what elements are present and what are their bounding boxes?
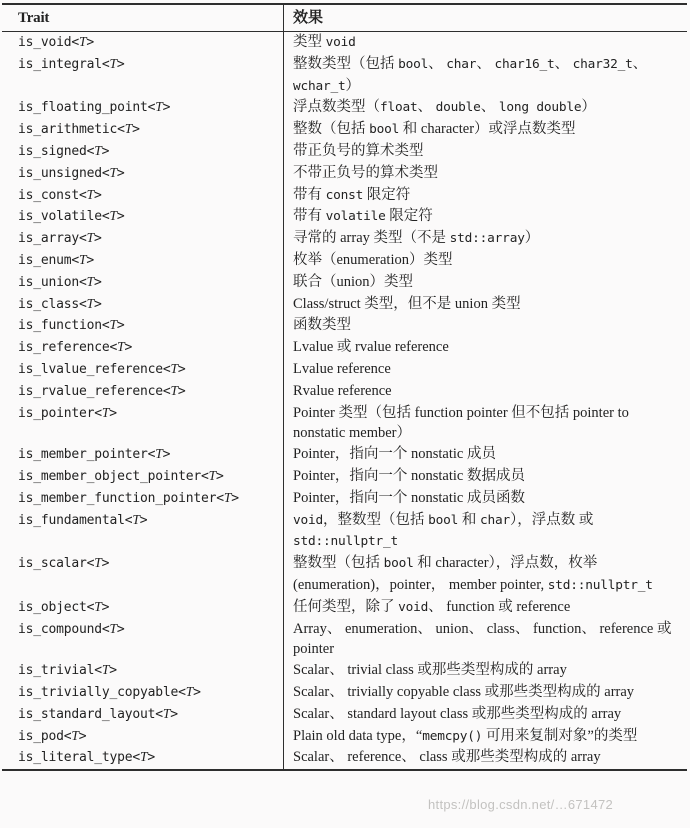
effect-text: ）: [345, 77, 361, 94]
trait-cell: is_void<T>: [18, 34, 94, 50]
table-row: [2, 228, 687, 250]
effect-cell: [283, 163, 687, 185]
effect-code-text: volatile: [325, 209, 386, 225]
trait-cell: is_scalar<T>: [18, 555, 110, 572]
trait-cell: is_pod<T>: [18, 727, 87, 744]
effect-code-text: memcpy(): [422, 728, 483, 744]
effect-text: Scalar、 trivial class 或那些类型构成的 array: [293, 662, 567, 679]
effect-cell: [283, 403, 687, 445]
effect-text: Scalar、 reference、 class 或那些类型构成的 array: [293, 749, 601, 766]
table-row: [2, 141, 687, 163]
table-row: [2, 337, 687, 359]
effect-code-text: char32_t: [572, 56, 633, 72]
effect-text: ），浮点数 或: [509, 511, 594, 528]
effect-cell: [283, 315, 687, 337]
effect-text: 联合（union）类型: [293, 273, 414, 290]
effect-text: ）: [581, 99, 596, 116]
effect-text: 任何类型，除了: [293, 598, 399, 615]
effect-text: 、 function 或 reference: [428, 598, 571, 615]
effect-text: 不带正负号的算术类型: [293, 164, 438, 181]
effect-text: Pointer，指向一个 nonstatic 成员: [293, 446, 496, 463]
trait-cell: is_reference<T>: [18, 339, 133, 356]
effect-text: 、: [417, 99, 436, 116]
effect-text: 、: [632, 55, 648, 72]
effect-text: 带正负号的算术类型: [293, 142, 424, 159]
effect-code-text: bool: [398, 56, 429, 72]
effect-cell: [283, 206, 687, 228]
effect-cell: [283, 619, 687, 661]
effect-cell: [283, 250, 687, 272]
table-body: [2, 32, 687, 769]
effect-cell: [283, 272, 687, 294]
effect-code-text: std::nullptr_t: [547, 577, 653, 593]
trait-cell: is_arithmetic<T>: [18, 121, 140, 138]
trait-cell: is_standard_layout<T>: [18, 705, 178, 722]
effect-cell: [283, 337, 687, 359]
effect-text: 寻常的 array 类型（不是: [293, 230, 450, 247]
effect-text: 、: [428, 55, 447, 72]
table-row: [2, 488, 687, 510]
trait-cell: is_function<T>: [18, 317, 125, 334]
effect-cell: [283, 54, 687, 98]
effect-text: 整数（包括: [293, 121, 370, 138]
effect-text: 带有: [293, 208, 326, 225]
effect-code-text: std::nullptr_t: [293, 534, 399, 550]
trait-cell: is_signed<T>: [18, 142, 110, 159]
effect-text: Pointer 类型（包括 function pointer 但不包括 pointer to nonstatic member）: [293, 404, 629, 442]
trait-cell: is_floating_point<T>: [18, 99, 171, 116]
table-row: [2, 660, 687, 682]
effect-text: 整数类型（包括: [293, 55, 399, 72]
trait-cell: is_fundamental<T>: [18, 511, 148, 528]
effect-text: 类型: [293, 34, 326, 50]
effect-code-text: bool: [369, 122, 400, 138]
effect-text: 函数类型: [293, 317, 351, 334]
table-row: [2, 726, 687, 748]
effect-text: Array、 enumeration、 union、 class、 function、 reference 或 pointer: [293, 620, 672, 658]
table-row: [2, 97, 687, 119]
table-row: [2, 163, 687, 185]
table-row: [2, 444, 687, 466]
trait-cell: is_trivially_copyable<T>: [18, 683, 201, 700]
effect-code-text: std::array: [449, 231, 525, 247]
effect-cell: [283, 704, 687, 726]
trait-cell: is_literal_type<T>: [18, 749, 155, 766]
effect-cell: [283, 747, 687, 769]
effect-cell: [283, 726, 687, 748]
trait-cell: is_member_function_pointer<T>: [18, 489, 239, 506]
effect-cell: [283, 597, 687, 619]
effect-text: Scalar、 standard layout class 或那些类型构成的 array: [293, 705, 622, 722]
table-row: [2, 32, 687, 54]
effect-text: Class/struct 类型，但不是 union 类型: [293, 295, 521, 312]
table-row: [2, 747, 687, 769]
table-row: [2, 250, 687, 272]
effect-text: ）: [524, 230, 540, 247]
effect-text: 和 character），浮点数，枚举 (enumeration)，pointer， member pointer,: [293, 555, 598, 593]
effect-cell: [283, 553, 687, 597]
effect-text: Pointer，指向一个 nonstatic 数据成员: [293, 467, 525, 484]
table-row: [2, 206, 687, 228]
effect-cell: [283, 119, 687, 141]
effect-text: 、: [476, 55, 495, 72]
trait-cell: is_member_object_pointer<T>: [18, 467, 224, 484]
effect-text: 枚举（enumeration）类型: [293, 251, 453, 268]
trait-cell: is_enum<T>: [18, 251, 94, 268]
effect-text: 、: [554, 55, 573, 72]
trait-cell: is_class<T>: [18, 295, 102, 312]
table-row: [2, 315, 687, 337]
trait-cell: is_object<T>: [18, 598, 110, 615]
effect-cell: [283, 660, 687, 682]
effect-text: Pointer，指向一个 nonstatic 成员函数: [293, 489, 525, 506]
trait-cell: is_trivial<T>: [18, 662, 117, 679]
table-row: [2, 403, 687, 445]
effect-text: 、: [480, 99, 499, 116]
effect-text: Lvalue reference: [293, 360, 391, 377]
table-row: [2, 466, 687, 488]
trait-cell: is_compound<T>: [18, 620, 125, 637]
effect-cell: [283, 32, 687, 54]
trait-cell: is_array<T>: [18, 230, 102, 247]
effect-code-text: char: [446, 56, 477, 72]
effect-code-text: double: [435, 100, 481, 116]
table-row: [2, 185, 687, 207]
effect-cell: [283, 294, 687, 316]
effect-text: Plain old data type，“: [293, 727, 423, 744]
effect-cell: [283, 444, 687, 466]
table-row: [2, 597, 687, 619]
effect-cell: [283, 359, 687, 381]
trait-cell: is_rvalue_reference<T>: [18, 382, 186, 399]
table-header-row: [2, 5, 687, 32]
effect-text: 整数型（包括: [293, 555, 384, 572]
trait-cell: is_volatile<T>: [18, 208, 125, 225]
effect-code-text: float: [380, 100, 418, 116]
effect-cell: [283, 228, 687, 250]
table-row: [2, 704, 687, 726]
effect-code-text: void: [398, 599, 429, 615]
header-effect: 效果: [283, 5, 687, 31]
effect-code-text: void: [293, 512, 324, 528]
effect-text: 限定符: [363, 186, 411, 203]
effect-code-text: wchar_t: [293, 78, 346, 94]
effect-text: Rvalue reference: [293, 382, 392, 399]
effect-cell: [283, 488, 687, 510]
effect-cell: [283, 466, 687, 488]
effect-text: 浮点数类型（: [293, 99, 380, 116]
effect-cell: [283, 510, 687, 554]
effect-cell: [283, 141, 687, 163]
table-row: [2, 119, 687, 141]
effect-code-text: char: [479, 512, 510, 528]
table-row: [2, 381, 687, 403]
effect-cell: [283, 185, 687, 207]
table-row: [2, 682, 687, 704]
effect-text: ，整数型（包括: [323, 511, 429, 528]
effect-code-text: void: [325, 35, 356, 50]
trait-cell: is_unsigned<T>: [18, 164, 125, 181]
effect-code-text: bool: [428, 512, 459, 528]
effect-code-text: const: [325, 187, 364, 203]
table-row: [2, 553, 687, 597]
table-row: [2, 294, 687, 316]
effect-text: 和: [458, 511, 480, 528]
table-row: [2, 510, 687, 554]
table-row: [2, 619, 687, 661]
trait-cell: is_integral<T>: [18, 55, 125, 72]
effect-text: 带有: [293, 186, 326, 203]
effect-cell: [283, 97, 687, 119]
effect-code-text: long double: [498, 100, 582, 116]
trait-cell: is_member_pointer<T>: [18, 446, 171, 463]
effect-text: 限定符: [385, 208, 433, 225]
effect-text: Scalar、 trivially copyable class 或那些类型构成的 array: [293, 683, 635, 700]
trait-cell: is_pointer<T>: [18, 404, 117, 421]
effect-cell: [283, 381, 687, 403]
watermark: https://blog.csdn.net/…671472: [428, 797, 614, 812]
table-row: [2, 272, 687, 294]
effect-text: 和 character）或浮点数类型: [399, 121, 576, 138]
effect-code-text: bool: [383, 556, 414, 572]
table-row: [2, 359, 687, 381]
effect-text: Lvalue 或 rvalue reference: [293, 339, 449, 356]
effect-cell: [283, 682, 687, 704]
trait-cell: is_lvalue_reference<T>: [18, 360, 186, 377]
type-traits-table: [2, 3, 687, 771]
table-row: [2, 54, 687, 98]
effect-code-text: char16_t: [494, 56, 555, 72]
header-trait: Trait: [18, 10, 50, 26]
trait-cell: is_union<T>: [18, 273, 102, 290]
trait-cell: is_const<T>: [18, 186, 102, 203]
effect-text: 可用来复制对象”的类型: [482, 727, 638, 744]
